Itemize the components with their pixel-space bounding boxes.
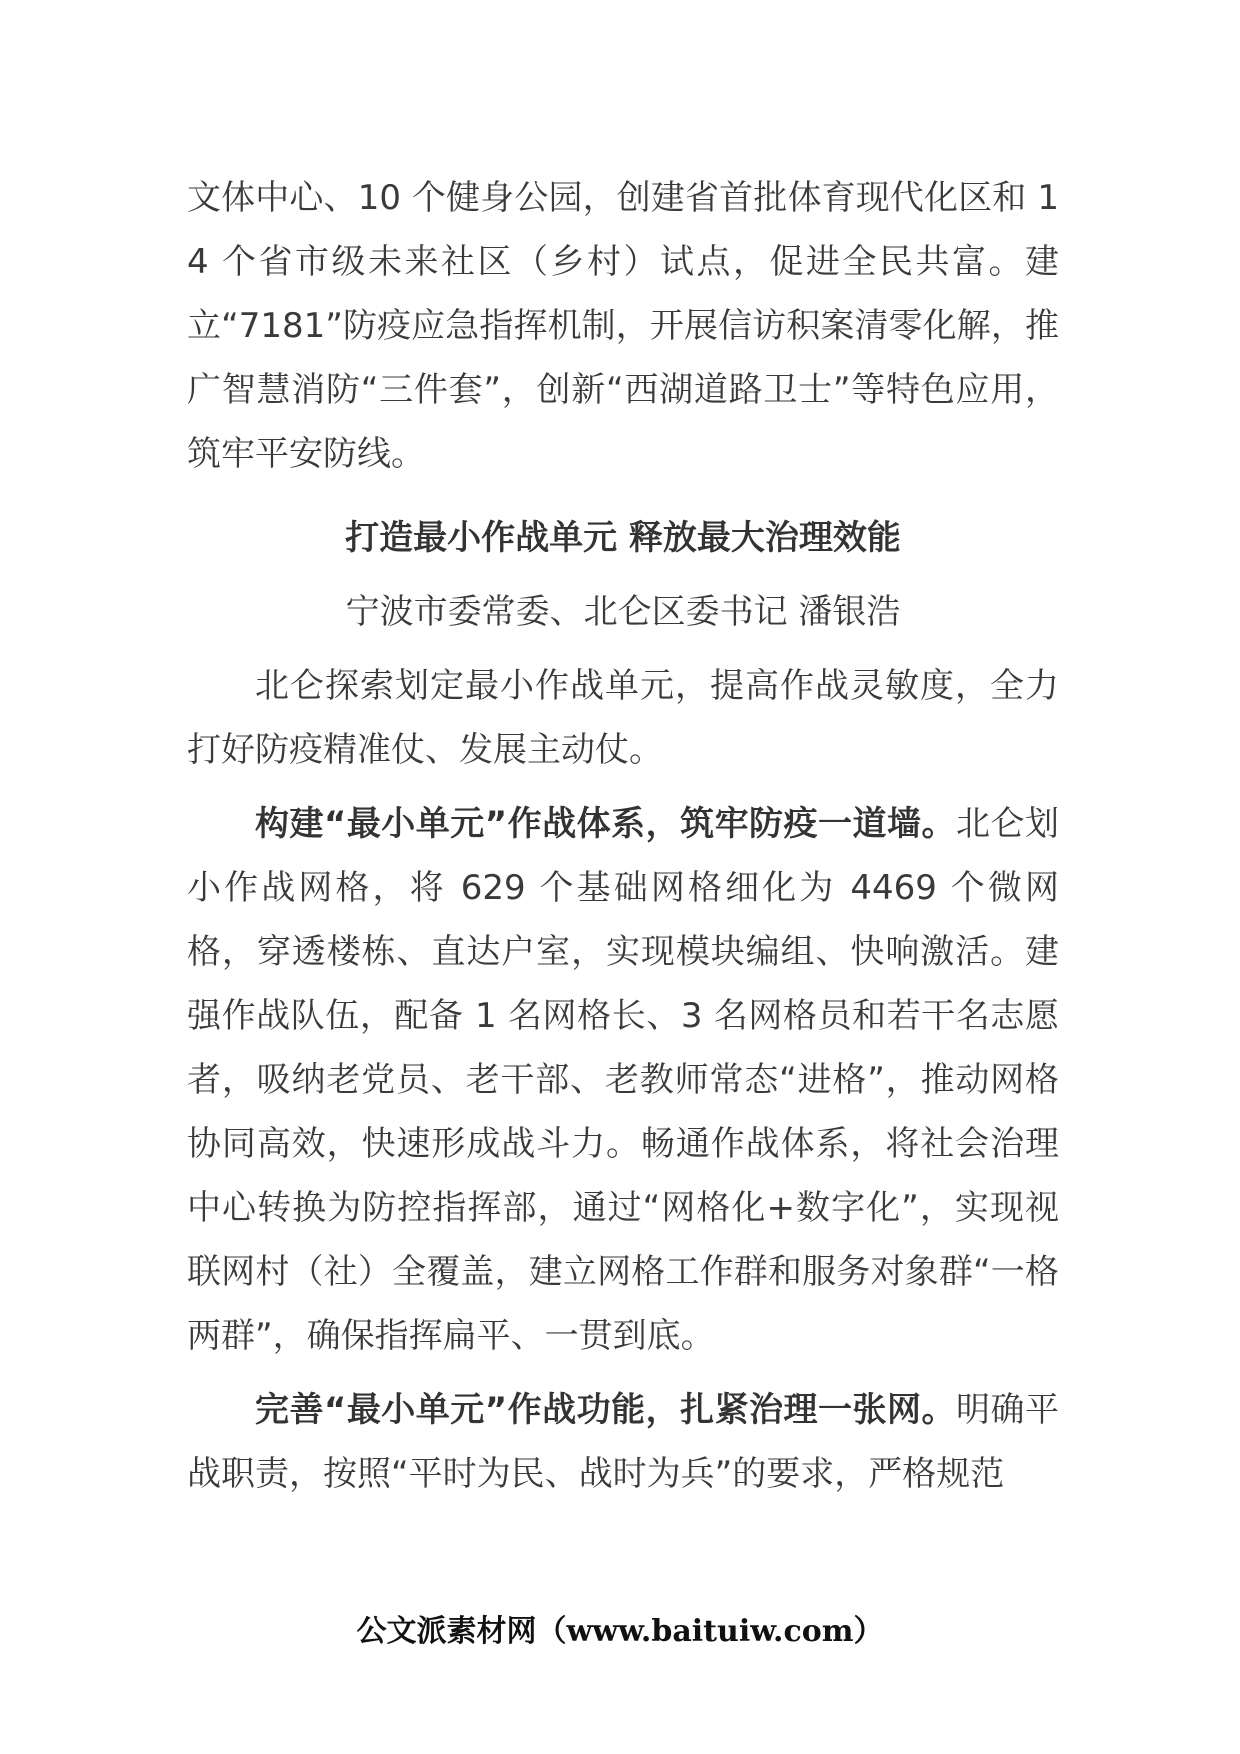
author-byline: 宁波市委常委、北仑区委书记 潘银浩 bbox=[345, 592, 901, 632]
intro-paragraph: 北仑探索划定最小作战单元，提高作战灵敏度，全力打好防疫精准仗、发展主动仗。 bbox=[187, 666, 1059, 770]
section-paragraph-2 bbox=[187, 1378, 1059, 1506]
section-lead-2: 完善“最小单元”作战功能，扎紧治理一张网。 bbox=[255, 1390, 957, 1430]
section-paragraph-1 bbox=[187, 792, 1059, 1368]
paragraph-continued: 文体中心、10 个健身公园，创建省首批体育现代化区和 14 个省市级未来社区（乡村）试点，促进全民共富。建立“7181”防疫应急指挥机制，开展信访积案清零化解，推广智慧消防“三件套”，创新“西湖道路卫士”等特色应用，筑牢平安防线。 bbox=[187, 178, 1059, 474]
section-body-1: 北仑划小作战网格，将 629 个基础网格细化为 4469 个微网格，穿透楼栋、直达户室，实现模块编组、快响激活。建强作战队伍，配备 1 名网格长、3 名网格员和若干名志愿者，吸纳老党员、老干部、老教师常态“进格”，推动网格协同高效，快速形成战斗力。畅通作战体系，将社会治理中心转换为防控指挥部，通过“网格化+数字化”，实现视联网村（社）全覆盖，建立网格工作群和服务对象群“一格两群”，确保指挥扁平、一贯到底。 bbox=[187, 804, 1059, 1356]
article-heading: 打造最小作战单元 释放最大治理效能 bbox=[345, 518, 901, 558]
section-body-2: 明确平战职责，按照“平时为民、战时为兵”的要求，严格规范 bbox=[187, 1390, 1059, 1494]
footer-watermark: 公文派素材网（www.baituiw.com） bbox=[356, 1614, 884, 1649]
section-lead-1: 构建“最小单元”作战体系，筑牢防疫一道墙。 bbox=[255, 804, 957, 844]
document-body bbox=[187, 166, 1059, 1506]
